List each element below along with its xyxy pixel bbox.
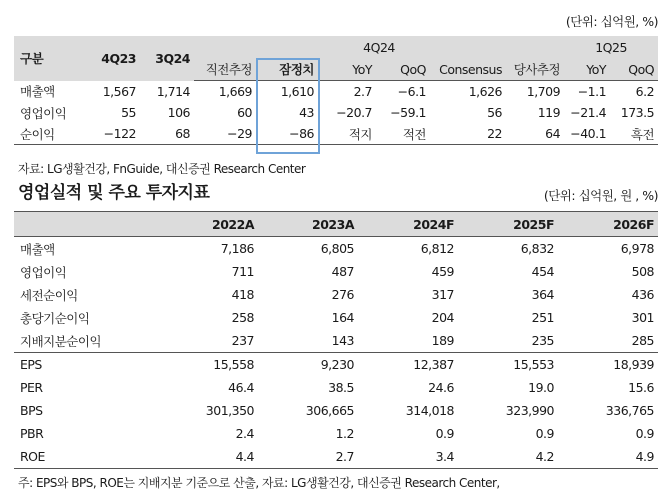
annual-indicators-table	[14, 211, 658, 469]
cell: 258	[231, 310, 254, 325]
cell: 1.2	[335, 426, 354, 441]
quarterly-earnings-table	[14, 36, 658, 145]
table-row	[14, 422, 658, 445]
cell: 2.4	[235, 426, 254, 441]
cell: 0.9	[435, 426, 454, 441]
cell: 711	[231, 264, 254, 279]
cell: 2.7	[258, 445, 358, 469]
cell: 2.7	[353, 84, 372, 99]
table-row	[14, 306, 658, 329]
cell: 189	[431, 333, 454, 348]
footnote: 주: EPS와 BPS, ROE는 지배지분 기준으로 산출, 자료: LG생활건강, 대신증권 Research Center,	[18, 476, 500, 490]
cell: 235	[531, 333, 554, 348]
cell: 119	[537, 105, 561, 120]
sub-header: YoY	[564, 58, 610, 81]
top-unit-label: (단위: 십억원, %)	[565, 14, 658, 29]
cell: 15.6	[628, 380, 654, 395]
cell: 38.5	[328, 380, 354, 395]
year-header: 2023A	[258, 212, 358, 237]
cell: 1,669	[218, 84, 252, 99]
cell: 418	[231, 287, 254, 302]
cell: 64	[506, 123, 564, 145]
cell: 364	[531, 287, 554, 302]
cell: 1,709	[526, 84, 561, 99]
cell: 적전	[376, 123, 430, 145]
table-row	[14, 123, 658, 145]
cell: 4.2	[458, 445, 558, 469]
cell: 454	[531, 264, 554, 279]
row-label: 지배지분순이익	[20, 333, 102, 349]
cell: −21.4	[570, 105, 607, 120]
cell: 15,553	[458, 353, 558, 377]
cell: 301	[631, 310, 654, 325]
cell: 6.2	[635, 84, 655, 99]
cell: 18,939	[558, 353, 658, 377]
row-label: 매출액	[20, 241, 55, 257]
table-row	[14, 445, 658, 469]
cell: 68	[140, 123, 194, 145]
cell: 7,186	[220, 241, 254, 256]
sub-header: Consensus	[430, 58, 506, 81]
col-3q24: 3Q24	[155, 50, 190, 66]
cell: 4.4	[158, 445, 258, 469]
cell: 323,990	[505, 403, 554, 418]
cell: 1,714	[156, 83, 190, 99]
col-4q23: 4Q23	[101, 50, 136, 66]
cell: 56	[487, 105, 502, 120]
cell: 0.9	[535, 426, 554, 441]
label-header: 구분	[20, 51, 44, 67]
cell: 1,567	[102, 83, 136, 99]
row-label: 세전순이익	[20, 287, 78, 303]
cell: 237	[231, 333, 254, 348]
cell: 적지	[318, 123, 376, 145]
sub-header: 직전추정	[194, 58, 256, 81]
row-label: EPS	[14, 353, 158, 377]
cell: 3.4	[358, 445, 458, 469]
table-row	[14, 102, 658, 123]
cell: 285	[631, 333, 654, 348]
cell: 204	[431, 310, 454, 325]
row-label: ROE	[14, 445, 158, 469]
table-row	[14, 353, 658, 377]
cell: 436	[631, 287, 654, 302]
cell: −6.1	[397, 84, 426, 99]
cell: 24.6	[428, 380, 454, 395]
table-row	[14, 399, 658, 422]
cell: −59.1	[390, 105, 426, 120]
cell: 314,018	[405, 403, 454, 418]
cell: 22	[430, 123, 506, 145]
cell: 301,350	[205, 403, 254, 418]
cell: −1.1	[577, 84, 607, 99]
cell: 487	[331, 264, 354, 279]
cell: 173.5	[620, 105, 655, 120]
year-header: 2026F	[558, 212, 658, 237]
cell: 106	[167, 105, 190, 120]
cell: 1,626	[468, 84, 502, 99]
cell: 1,610	[280, 84, 314, 99]
cell: 6,812	[420, 241, 454, 256]
cell: 15,558	[158, 353, 258, 377]
cell: 508	[631, 264, 654, 279]
cell: 4.9	[558, 445, 658, 469]
cell: 9,230	[258, 353, 358, 377]
row-label: 매출액	[20, 84, 55, 100]
cell: 164	[331, 310, 354, 325]
cell: −86	[256, 123, 318, 145]
row-label: 순이익	[14, 123, 82, 145]
group-4q24: 4Q24	[363, 39, 395, 55]
cell: 흑전	[610, 123, 658, 145]
cell: 143	[331, 333, 354, 348]
row-label: BPS	[20, 403, 43, 418]
cell: −122	[82, 123, 140, 145]
group-1q25: 1Q25	[595, 39, 627, 55]
year-header: 2024F	[358, 212, 458, 237]
row-label: PER	[20, 380, 43, 395]
cell: 12,387	[358, 353, 458, 377]
cell: 306,665	[305, 403, 354, 418]
sub-header: YoY	[318, 58, 376, 81]
cell: −20.7	[336, 105, 372, 120]
row-label: 영업이익	[20, 264, 67, 280]
bottom-unit-label: (단위: 십억원, 원 , %)	[543, 188, 658, 203]
cell: 46.4	[228, 380, 254, 395]
sub-header: QoQ	[610, 58, 658, 81]
sub-header: 당사추정	[506, 58, 564, 81]
cell: 43	[299, 105, 314, 120]
cell: 6,805	[320, 241, 354, 256]
sub-header: 잠정치	[256, 58, 318, 81]
year-header: 2025F	[458, 212, 558, 237]
cell: −40.1	[564, 123, 610, 145]
row-label: PBR	[20, 426, 44, 441]
table-row	[14, 329, 658, 353]
cell: 6,978	[620, 241, 654, 256]
cell: 251	[531, 310, 554, 325]
row-label: 영업이익	[20, 105, 67, 121]
section-title: 영업실적 및 주요 투자지표	[18, 183, 210, 203]
table-row	[14, 237, 658, 261]
year-header: 2022A	[158, 212, 258, 237]
cell: 276	[331, 287, 354, 302]
cell: 336,765	[605, 403, 654, 418]
cell: 459	[431, 264, 454, 279]
cell: 0.9	[635, 426, 654, 441]
cell: −29	[194, 123, 256, 145]
table-row	[14, 260, 658, 283]
cell: 6,832	[520, 241, 554, 256]
sub-header: QoQ	[376, 58, 430, 81]
cell: 60	[237, 105, 252, 120]
table-row	[14, 283, 658, 306]
table-row	[14, 376, 658, 399]
source-note: 자료: LG생활건강, FnGuide, 대신증권 Research Center	[18, 162, 306, 176]
table-row	[14, 81, 658, 103]
cell: 55	[121, 105, 136, 120]
row-label: 총당기순이익	[20, 310, 90, 326]
cell: 317	[431, 287, 454, 302]
cell: 19.0	[528, 380, 554, 395]
